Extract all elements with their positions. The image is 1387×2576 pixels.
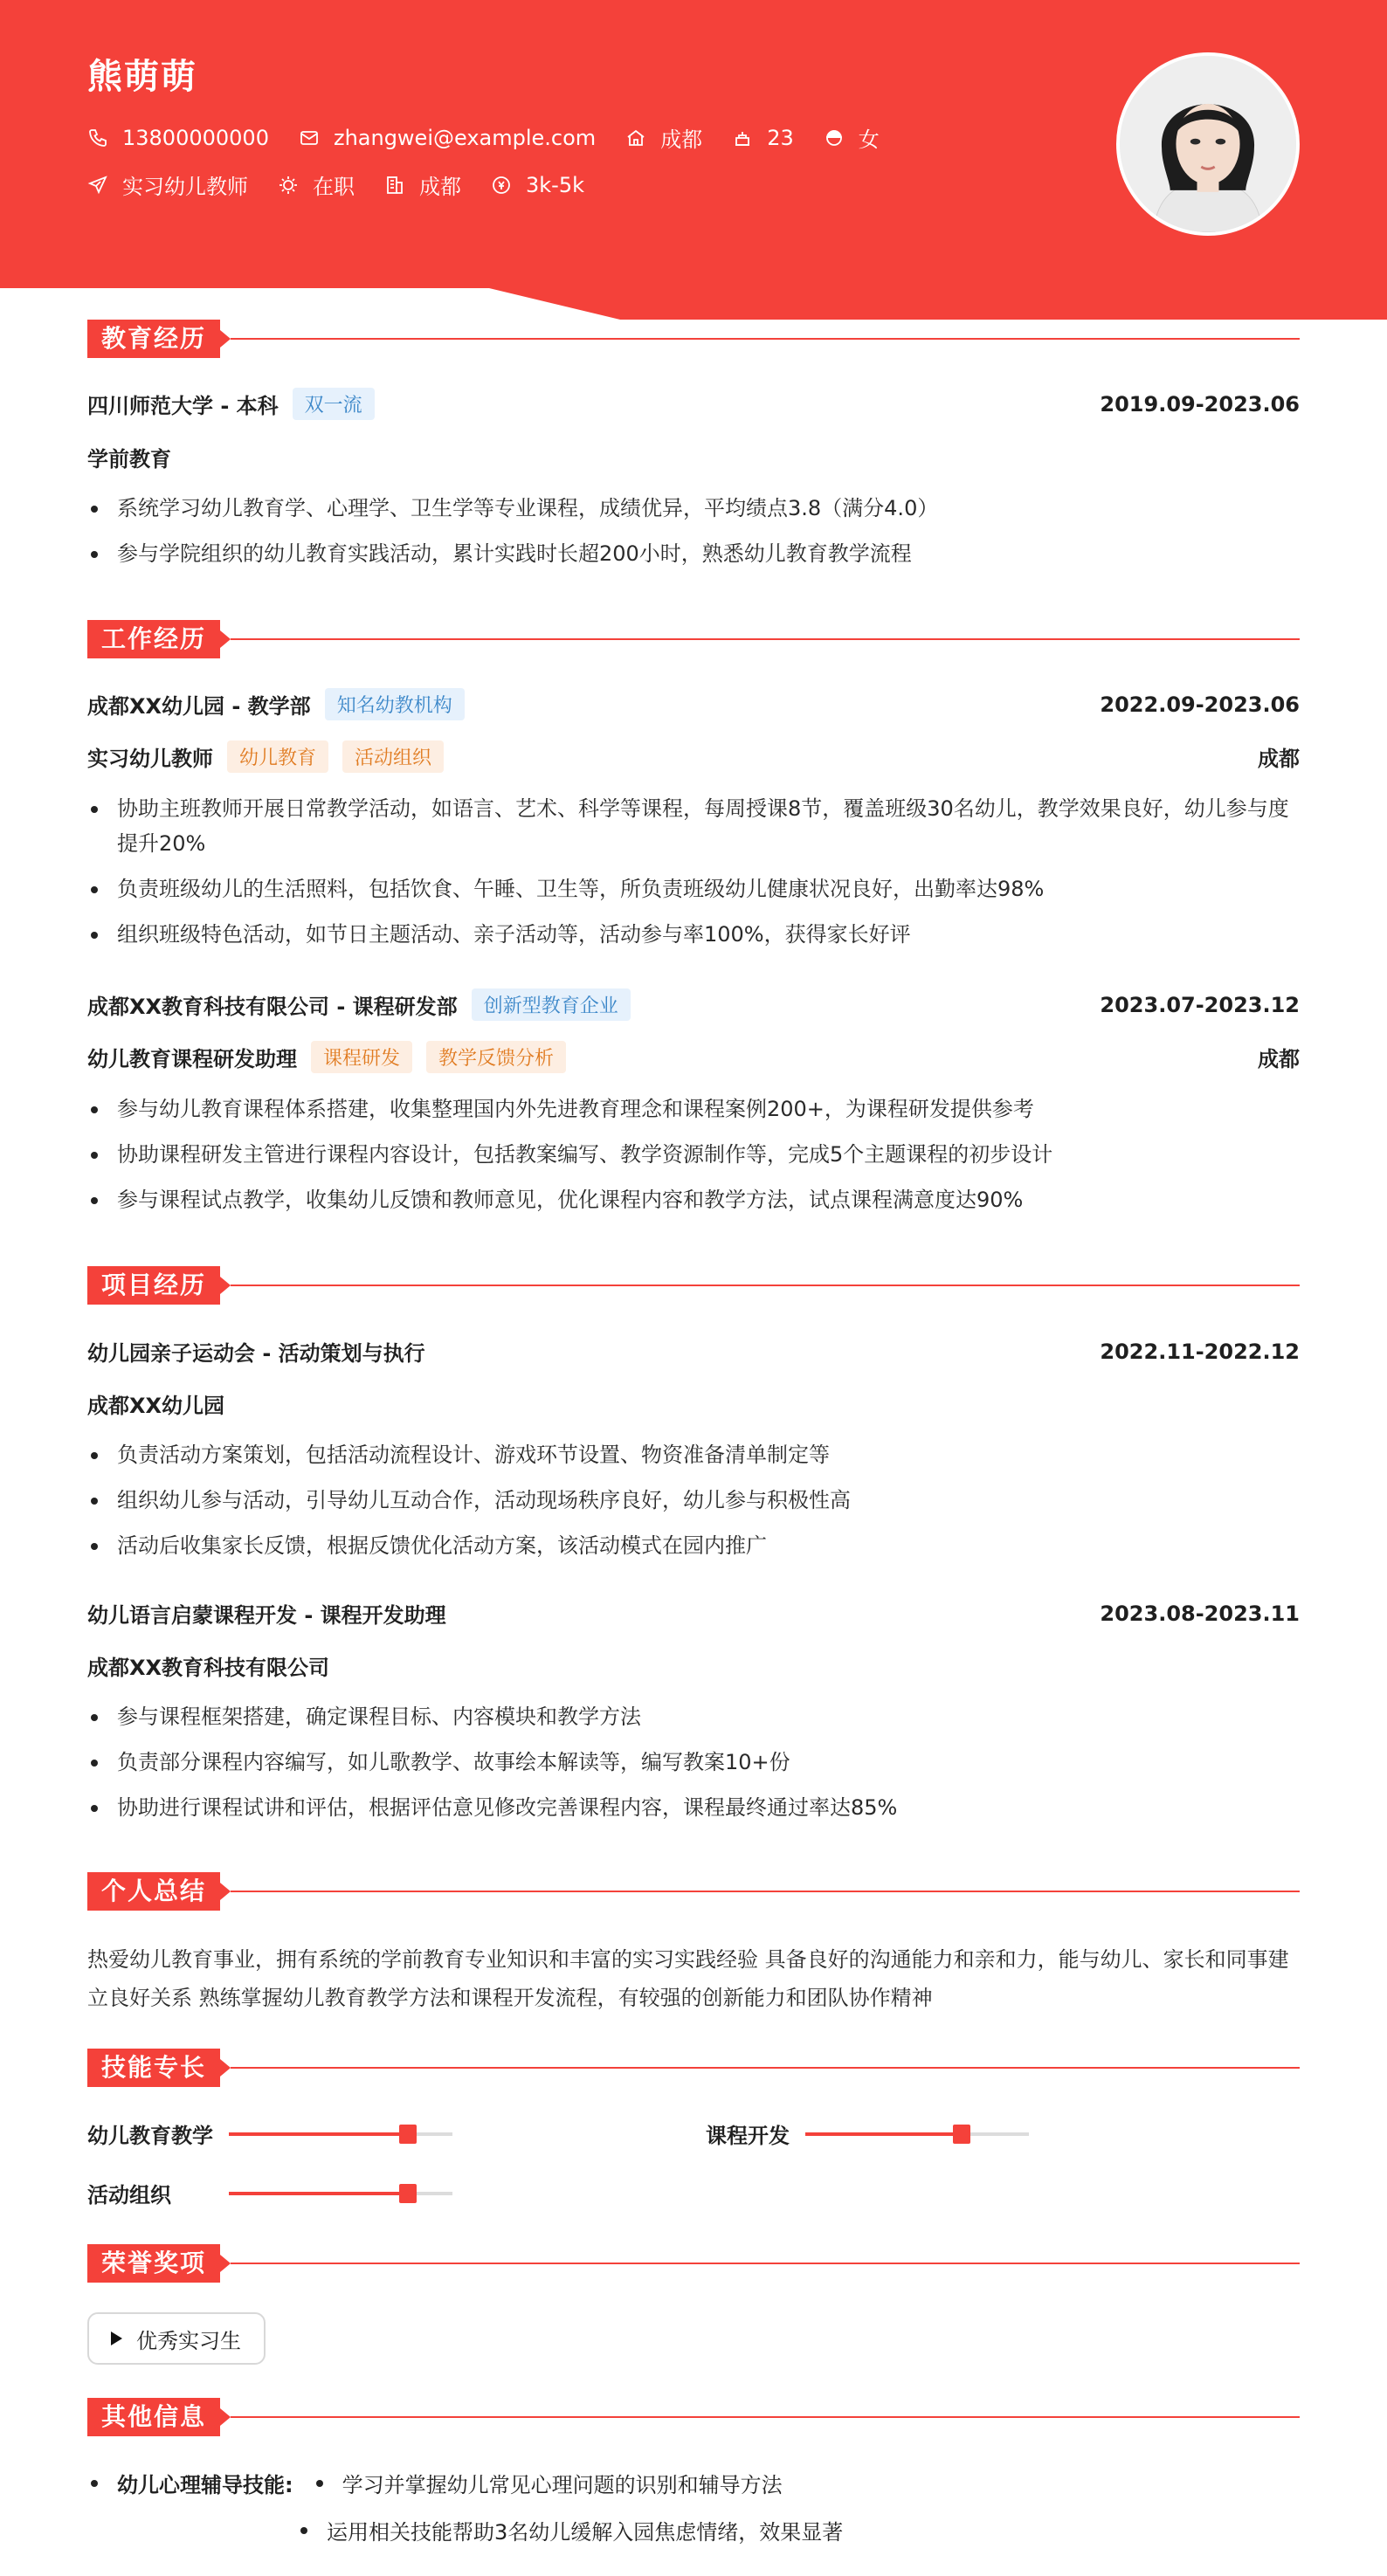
section-title: 教育经历: [87, 320, 220, 358]
section-work: [87, 620, 1300, 658]
list-item: 组织班级特色活动，如节日主题活动、亲子活动等，活动参与率100%，获得家长好评: [87, 917, 1300, 952]
award-chip: [87, 2312, 266, 2365]
skill-item: [87, 2178, 171, 2208]
project-bullets: [87, 1699, 1300, 1836]
section-divider: [231, 638, 1300, 640]
role-name: 实习幼儿教师: [87, 747, 213, 771]
play-icon: [108, 2331, 124, 2346]
work-role-row: [87, 740, 1300, 773]
role-tag: 课程研发: [311, 1041, 412, 1073]
status-item: [278, 169, 355, 200]
work-location: 成都: [1258, 1047, 1300, 1071]
section-arrow: [220, 2408, 231, 2426]
contact-row: [87, 122, 909, 153]
section-projects: [87, 1266, 1300, 1305]
phone-icon: [87, 127, 108, 148]
section-arrow: [220, 2059, 231, 2077]
age-item: [732, 126, 794, 150]
award-label: 优秀实习生: [136, 2328, 241, 2353]
school-tag: 双一流: [293, 388, 375, 420]
company-tag: 知名幼教机构: [325, 688, 465, 720]
section-other: [87, 2398, 1300, 2436]
avatar-portrait-icon: [1120, 56, 1296, 232]
project-name: 幼儿语言启蒙课程开发 - 课程开发助理: [87, 1603, 446, 1628]
project-date: 2023.08-2023.11: [1100, 1601, 1300, 1626]
work-bullets: [87, 1092, 1300, 1228]
section-title: 荣誉奖项: [87, 2244, 220, 2283]
gender-icon: [824, 127, 845, 148]
hometown-item: [625, 122, 702, 153]
home-icon: [625, 127, 646, 148]
summary-text: 热爱幼儿教育事业，拥有系统的学前教育专业知识和丰富的实习实践经验 具备良好的沟通能力和亲和力，能与幼儿、家长和同事建立良好关系 熟练掌握幼儿教育教学方法和课程开发流程，有较强的创新能力和团队协作精神: [87, 1947, 1289, 2010]
work-date: 2023.07-2023.12: [1100, 992, 1300, 1017]
education-date: 2019.09-2023.06: [1100, 391, 1300, 417]
skill-level-knob: [953, 2125, 970, 2144]
work-date: 2022.09-2023.06: [1100, 692, 1300, 717]
major-row: [87, 442, 1300, 472]
skill-level-bar: [229, 2192, 452, 2195]
section-arrow: [220, 1277, 231, 1294]
project-header-row: [87, 1598, 1300, 1629]
section-arrow: [220, 330, 231, 348]
list-item: 参与幼儿教育课程体系搭建，收集整理国内外先进教育理念和课程案例200+，为课程研发提供参考: [87, 1092, 1300, 1126]
skill-level-knob: [399, 2184, 417, 2203]
skill-item: [87, 2118, 213, 2149]
list-item: 活动后收集家长反馈，根据反馈优化活动方案，该活动模式在园内推广: [87, 1528, 1300, 1563]
bullet-dot: [316, 2480, 323, 2487]
project-bullets: [87, 1437, 1300, 1574]
candidate-name: 熊萌萌: [87, 57, 197, 97]
other-bullet: 运用相关技能帮助3名幼儿缓解入园焦虑情绪，效果显著: [327, 2520, 844, 2545]
phone-item: [87, 126, 269, 150]
skill-name: 活动组织: [87, 2183, 171, 2208]
company-name: 成都XX幼儿园 - 教学部: [87, 694, 311, 719]
avatar: [1116, 52, 1300, 236]
work-company-row: [87, 988, 1300, 1021]
section-title: 工作经历: [87, 620, 220, 658]
section-awards: [87, 2244, 1300, 2283]
list-item: 负责班级幼儿的生活照料，包括饮食、午睡、卫生等，所负责班级幼儿健康状况良好，出勤率达98%: [87, 871, 1300, 906]
age-text: 23: [767, 125, 794, 150]
project-org: 成都XX幼儿园: [87, 1394, 225, 1418]
section-divider: [231, 2416, 1300, 2418]
list-item: 参与课程试点教学，收集幼儿反馈和教师意见，优化课程内容和教学方法，试点课程满意度达90%: [87, 1182, 1300, 1217]
money-icon: [491, 175, 512, 196]
section-summary: [87, 1872, 1300, 1911]
section-arrow: [220, 630, 231, 648]
section-divider: [231, 2263, 1300, 2264]
list-item: 负责活动方案策划，包括活动流程设计、游戏环节设置、物资准备清单制定等: [87, 1437, 1300, 1472]
skill-name: 幼儿教育教学: [87, 2124, 213, 2148]
list-item: 协助进行课程试讲和评估，根据评估意见修改完善课程内容，课程最终通过率达85%: [87, 1790, 1300, 1825]
section-divider: [231, 1891, 1300, 1892]
list-item: 负责部分课程内容编写，如儿歌教学、故事绘本解读等，编写教案10+份: [87, 1745, 1300, 1780]
resume-header: [0, 0, 1387, 320]
other-label: 幼儿心理辅导技能:: [117, 2473, 293, 2497]
project-org: 成都XX教育科技有限公司: [87, 1656, 330, 1680]
work-location: 成都: [1258, 747, 1300, 771]
bullet-dot: [300, 2527, 307, 2534]
other-row: [300, 2515, 843, 2545]
skill-level-bar: [229, 2132, 452, 2136]
other-bullet: 学习并掌握幼儿常见心理问题的识别和辅导方法: [342, 2473, 783, 2497]
section-arrow: [220, 1883, 231, 1900]
skill-level-knob: [399, 2125, 417, 2144]
work-role-row: [87, 1041, 1300, 1073]
hometown-text: 成都: [660, 127, 703, 152]
list-item: 参与课程框架搭建，确定课程目标、内容模块和教学方法: [87, 1699, 1300, 1734]
role-tag: 幼儿教育: [227, 740, 328, 773]
city-text: 成都: [419, 175, 461, 199]
company-name: 成都XX教育科技有限公司 - 课程研发部: [87, 995, 458, 1019]
bullet-dot: [91, 2480, 98, 2487]
education-header-row: [87, 388, 1300, 420]
list-item: 协助主班教师开展日常教学活动，如语言、艺术、科学等课程，每周授课8节，覆盖班级30名幼儿，教学效果良好，幼儿参与度提升20%: [87, 791, 1300, 861]
salary-text: 3k-5k: [526, 172, 584, 197]
email-item: [299, 126, 596, 150]
project-org-row: [87, 1388, 1300, 1419]
building-icon: [384, 175, 405, 196]
job-target-text: 实习幼儿教师: [122, 175, 248, 199]
status-text: 在职: [313, 175, 355, 199]
status-icon: [278, 175, 299, 196]
section-title: 项目经历: [87, 1266, 220, 1305]
list-item: 参与学院组织的幼儿教育实践活动，累计实践时长超200小时，熟悉幼儿教育教学流程: [87, 536, 1300, 571]
gender-text: 女: [858, 127, 880, 152]
project-date: 2022.11-2022.12: [1100, 1339, 1300, 1364]
section-arrow: [220, 2255, 231, 2272]
section-divider: [231, 338, 1300, 340]
project-header-row: [87, 1336, 1300, 1367]
skill-item: [706, 2118, 790, 2149]
work-bullets: [87, 791, 1300, 962]
education-bullets: [87, 491, 1300, 582]
section-title: 其他信息: [87, 2398, 220, 2436]
section-title: 个人总结: [87, 1872, 220, 1911]
skill-level-fill: [229, 2192, 408, 2195]
job-target-item: [87, 169, 248, 200]
role-name: 幼儿教育课程研发助理: [87, 1047, 297, 1071]
skill-level-fill: [805, 2132, 962, 2136]
work-company-row: [87, 688, 1300, 720]
section-education: [87, 320, 1300, 358]
send-icon: [87, 175, 108, 196]
project-name: 幼儿园亲子运动会 - 活动策划与执行: [87, 1341, 425, 1366]
role-tag: 教学反馈分析: [426, 1041, 566, 1073]
section-divider: [231, 2067, 1300, 2069]
other-row: [87, 2468, 783, 2498]
company-tag: 创新型教育企业: [472, 988, 631, 1021]
mail-icon: [299, 127, 320, 148]
gender-item: [824, 122, 880, 153]
cake-icon: [732, 127, 753, 148]
project-org-row: [87, 1650, 1300, 1681]
list-item: 组织幼儿参与活动，引导幼儿互动合作，活动现场秩序良好，幼儿参与积极性高: [87, 1483, 1300, 1518]
skill-level-bar: [805, 2132, 1029, 2136]
role-tag: 活动组织: [342, 740, 444, 773]
list-item: 系统学习幼儿教育学、心理学、卫生学等专业课程，成绩优异，平均绩点3.8（满分4.0）: [87, 491, 1300, 526]
email-text: zhangwei@example.com: [333, 125, 597, 150]
section-title: 技能专长: [87, 2049, 220, 2087]
job-intent-row: [87, 169, 614, 200]
school-name: 四川师范大学 - 本科: [87, 394, 279, 418]
section-divider: [231, 1285, 1300, 1286]
phone-text: 13800000000: [122, 125, 269, 150]
city-item: [384, 169, 461, 200]
salary-item: [491, 173, 584, 197]
skill-name: 课程开发: [706, 2124, 790, 2148]
section-skills: [87, 2049, 1300, 2087]
skill-level-fill: [229, 2132, 408, 2136]
list-item: 协助课程研发主管进行课程内容设计，包括教案编写、教学资源制作等，完成5个主题课程的初步设计: [87, 1137, 1300, 1172]
major-name: 学前教育: [87, 447, 171, 472]
